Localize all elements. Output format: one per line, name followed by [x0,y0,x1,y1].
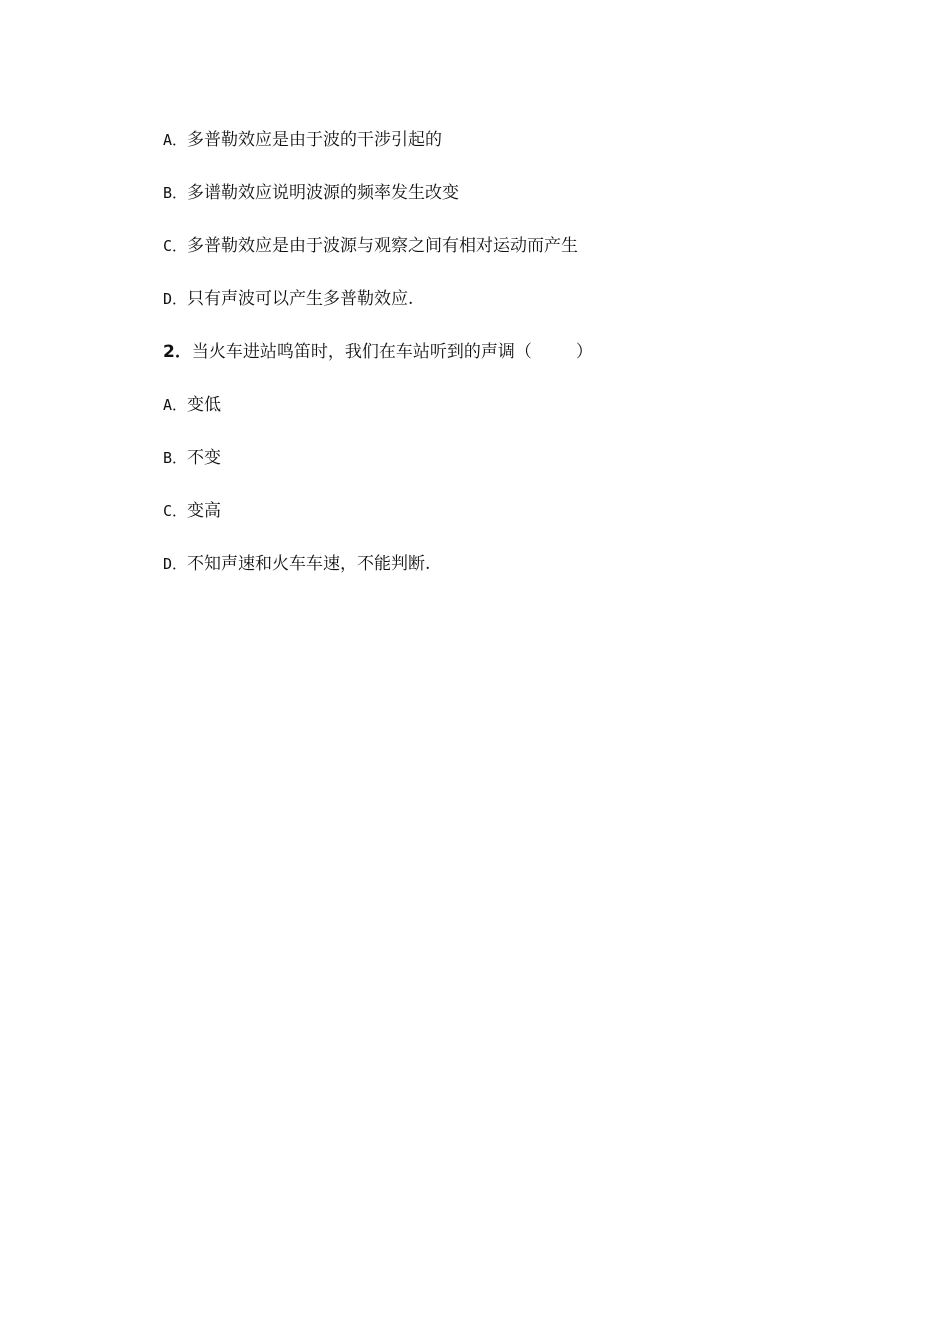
option-letter: C． [163,502,188,520]
question-content [163,126,863,603]
option-text: 变低 [187,395,222,415]
question-close-paren: ） [575,342,593,362]
option-letter: B． [163,184,188,202]
option-letter: B． [163,449,188,467]
q1-option-d [163,285,863,338]
q2-option-b [163,444,863,497]
q2-stem [163,338,863,391]
question-stem: 当火车进站鸣笛时，我们在车站听到的声调（ [191,342,532,362]
option-text: 只有声波可以产生多普勒效应. [187,289,414,309]
option-text: 多普勒效应是由于波的干涉引起的 [187,130,443,150]
q2-option-a [163,391,863,444]
option-text: 多谱勒效应说明波源的频率发生改变 [187,183,460,203]
option-text: 多普勒效应是由于波源与观察之间有相对运动而产生 [187,236,579,256]
q1-option-c [163,232,863,285]
q2-option-c [163,497,863,550]
option-letter: D． [163,290,188,308]
q1-option-a [163,126,863,179]
option-letter: D． [163,555,188,573]
option-text: 变高 [187,501,222,521]
option-letter: A． [163,131,188,149]
option-letter: C． [163,237,188,255]
question-number: 2． [163,342,192,362]
q2-option-d [163,550,863,603]
option-text: 不变 [187,448,222,468]
q1-option-b [163,179,863,232]
option-text: 不知声速和火车车速，不能判断. [187,554,431,574]
option-letter: A． [163,396,188,414]
